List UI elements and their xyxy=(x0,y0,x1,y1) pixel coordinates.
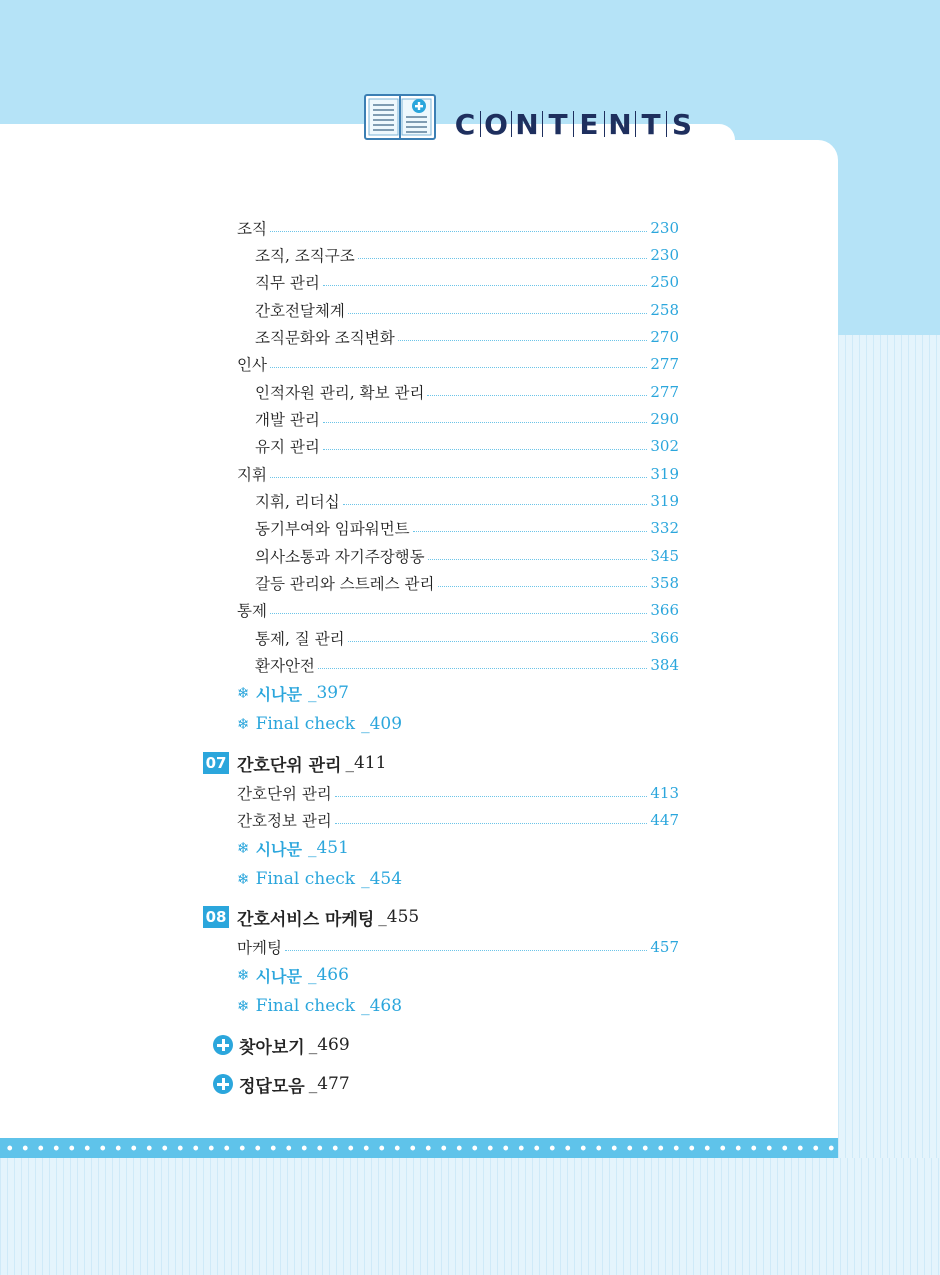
toc-entry-page: 384 xyxy=(650,656,679,674)
toc-entry[interactable] xyxy=(255,653,679,677)
title-letter: S xyxy=(671,107,693,141)
toc-extra-page: _468 xyxy=(361,996,403,1016)
title-letter: N xyxy=(515,107,539,141)
dot-leader xyxy=(318,668,647,669)
answers-heading[interactable] xyxy=(213,1070,350,1098)
dot-leader xyxy=(285,950,647,951)
plus-circle-icon xyxy=(213,1035,233,1055)
toc-entry-page: 230 xyxy=(650,246,679,264)
dot-leader xyxy=(335,796,648,797)
toc-entry[interactable] xyxy=(237,808,679,832)
toc-extra-page: _451 xyxy=(307,838,349,858)
toc-entry-page: 345 xyxy=(650,547,679,565)
toc-entry[interactable] xyxy=(255,407,679,431)
toc-entry-page: 319 xyxy=(650,465,679,483)
toc-entry-page: 447 xyxy=(650,811,679,829)
chapter-title: 간호서비스 마케팅 xyxy=(237,909,375,930)
snowflake-icon: ❄ xyxy=(237,684,250,702)
toc-entry[interactable] xyxy=(255,243,679,267)
toc-entry-label: 조직, 조직구조 xyxy=(255,247,355,265)
toc-extra-title: 시나문 xyxy=(255,966,302,986)
toc-entry-label: 지휘 xyxy=(237,466,267,484)
dot-leader xyxy=(270,613,647,614)
toc-entry-page: 258 xyxy=(650,301,679,319)
toc-entry-page: 413 xyxy=(650,784,679,802)
toc-extra-entry[interactable] xyxy=(237,680,349,706)
toc-entry-label: 마케팅 xyxy=(237,939,282,957)
dot-leader xyxy=(323,449,648,450)
toc-extra-entry[interactable] xyxy=(237,993,402,1019)
toc-entry[interactable] xyxy=(237,352,679,376)
toc-entry[interactable] xyxy=(255,544,679,568)
toc-extra-page: _466 xyxy=(307,965,349,985)
chapter-heading[interactable] xyxy=(203,749,386,777)
dot-leader xyxy=(413,531,648,532)
toc-entry-label: 갈등 관리와 스트레스 관리 xyxy=(255,575,435,593)
toc-entry-label: 조직문화와 조직변화 xyxy=(255,329,395,347)
dot-leader xyxy=(343,504,648,505)
chapter-number-badge: 07 xyxy=(203,752,229,774)
dot-leader xyxy=(270,231,647,232)
toc-entry-label: 조직 xyxy=(237,220,267,238)
toc-entry[interactable] xyxy=(237,781,679,805)
toc-extra-entry[interactable] xyxy=(237,835,349,861)
index-page: _469 xyxy=(308,1035,350,1055)
toc-entry-page: 250 xyxy=(650,273,679,291)
toc-entry[interactable] xyxy=(237,935,679,959)
title-letter: T xyxy=(641,107,661,141)
dot-leader xyxy=(428,559,648,560)
toc-entry-page: 366 xyxy=(650,629,679,647)
title-letter: T xyxy=(548,107,568,141)
snowflake-icon: ❄ xyxy=(237,715,250,733)
answers-page: _477 xyxy=(308,1074,350,1094)
toc-entry-label: 통제, 질 관리 xyxy=(255,630,345,648)
toc-entry[interactable] xyxy=(255,489,679,513)
toc-entry-label: 통제 xyxy=(237,602,267,620)
title-letter: O xyxy=(484,107,508,141)
snowflake-icon: ❄ xyxy=(237,870,250,888)
toc-entry[interactable] xyxy=(255,298,679,322)
dot-leader xyxy=(398,340,648,341)
snowflake-icon: ❄ xyxy=(237,966,250,984)
toc-entry-label: 간호전달체계 xyxy=(255,302,345,320)
toc-entry-label: 환자안전 xyxy=(255,657,315,675)
title-letter: N xyxy=(608,107,632,141)
toc-extra-title: Final check xyxy=(255,714,356,734)
toc-entry-page: 332 xyxy=(650,519,679,537)
chapter-title: 간호단위 관리 xyxy=(237,755,342,776)
toc-entry[interactable] xyxy=(255,325,679,349)
toc-extra-title: 시나문 xyxy=(255,684,302,704)
toc-entry-label: 인사 xyxy=(237,356,267,374)
chapter-number-badge: 08 xyxy=(203,906,229,928)
index-heading[interactable] xyxy=(213,1031,350,1059)
toc-entry-label: 인적자원 관리, 확보 관리 xyxy=(255,384,425,402)
snowflake-icon: ❄ xyxy=(237,839,250,857)
toc-entry[interactable] xyxy=(255,571,679,595)
chapter-page: _411 xyxy=(345,753,387,773)
toc-entry-page: 366 xyxy=(650,601,679,619)
toc-entry-label: 직무 관리 xyxy=(255,274,320,292)
dot-leader xyxy=(438,586,648,587)
dot-leader xyxy=(335,823,648,824)
toc-entry[interactable] xyxy=(237,462,679,486)
toc-extra-title: 시나문 xyxy=(255,839,302,859)
dot-leader xyxy=(348,641,648,642)
title-letter: E xyxy=(579,107,599,141)
toc-entry-label: 간호단위 관리 xyxy=(237,785,332,803)
plus-circle-icon xyxy=(213,1074,233,1094)
toc-entry-page: 319 xyxy=(650,492,679,510)
toc-entry-label: 간호정보 관리 xyxy=(237,812,332,830)
toc-entry[interactable] xyxy=(255,516,679,540)
toc-entry-label: 동기부여와 임파워먼트 xyxy=(255,520,410,538)
toc-entry[interactable] xyxy=(237,216,679,240)
dot-leader xyxy=(427,395,647,396)
toc-entry-page: 277 xyxy=(650,355,679,373)
toc-entry-page: 457 xyxy=(650,938,679,956)
toc-entry[interactable] xyxy=(255,270,679,294)
dot-leader xyxy=(270,477,647,478)
toc-extra-title: Final check xyxy=(255,869,356,889)
toc-entry-label: 유지 관리 xyxy=(255,438,320,456)
dot-leader xyxy=(323,285,648,286)
index-title: 찾아보기 xyxy=(239,1037,305,1058)
toc-entry-page: 358 xyxy=(650,574,679,592)
toc-extra-page: _409 xyxy=(361,714,403,734)
toc-entry-page: 277 xyxy=(650,383,679,401)
toc-extra-title: Final check xyxy=(255,996,356,1016)
toc-entry-page: 270 xyxy=(650,328,679,346)
chapter-page: _455 xyxy=(378,907,420,927)
toc-entry[interactable] xyxy=(255,626,679,650)
toc-entry-page: 302 xyxy=(650,437,679,455)
toc-extra-page: _454 xyxy=(361,869,403,889)
toc-entry-page: 290 xyxy=(650,410,679,428)
toc-extra-page: _397 xyxy=(307,683,349,703)
toc-extra-entry[interactable] xyxy=(237,962,349,988)
toc-entry-page: 230 xyxy=(650,219,679,237)
toc-extra-entry[interactable] xyxy=(237,711,402,737)
answers-title: 정답모음 xyxy=(239,1076,305,1097)
toc-entry-label: 의사소통과 자기주장행동 xyxy=(255,548,425,566)
snowflake-icon: ❄ xyxy=(237,997,250,1015)
dot-leader xyxy=(348,313,648,314)
title-letter: C xyxy=(454,107,476,141)
toc-entry[interactable] xyxy=(255,380,679,404)
chapter-heading[interactable] xyxy=(203,903,419,931)
toc-extra-entry[interactable] xyxy=(237,866,402,892)
toc-entry-label: 지휘, 리더십 xyxy=(255,493,340,511)
dot-leader xyxy=(270,367,647,368)
dot-leader xyxy=(358,258,648,259)
dot-leader xyxy=(323,422,648,423)
toc-entry[interactable] xyxy=(237,598,679,622)
toc-entry[interactable] xyxy=(255,434,679,458)
toc-entry-label: 개발 관리 xyxy=(255,411,320,429)
